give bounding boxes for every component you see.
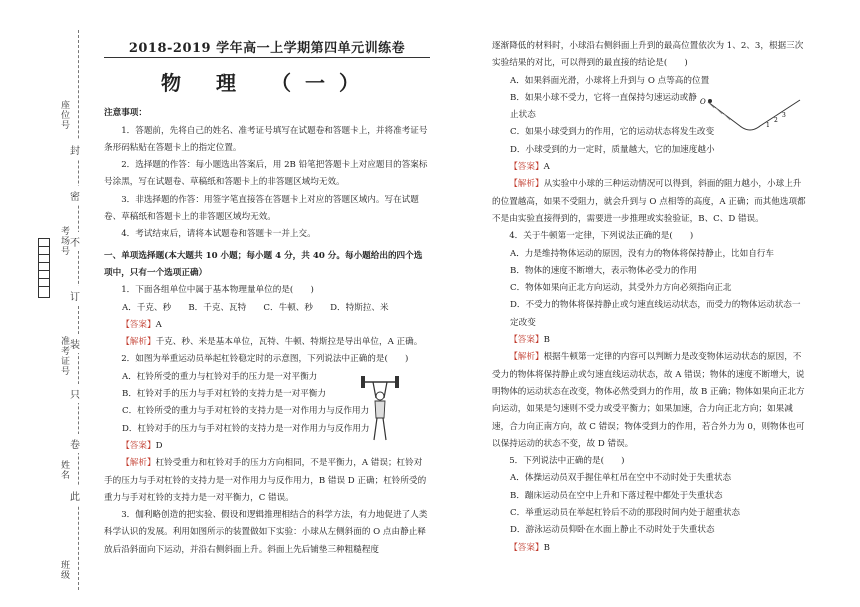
notice-item: 4．考试结束后，请将本试题卷和答题卡一并上交。: [121, 229, 316, 240]
seal-char: 只: [70, 384, 80, 403]
seal-char: 不: [70, 232, 80, 251]
notice-item: 2．选择题的作答：每小题选出答案后，用 2B 铅笔把答题卡上对应题目的答案标号涂黑，写在试题卷、草稿纸和答题卡上的非答题区域均无效。: [104, 160, 428, 188]
question-4-option: C．物体如果向正北方向运动，其受外力方向必须指向正北: [510, 283, 732, 294]
admission-number-label: 准考证号: [59, 336, 69, 376]
analysis-tag: 【解析】: [509, 179, 544, 190]
question-1-stem: 1．下面各组单位中属于基本物理量单位的是( ): [121, 285, 314, 296]
question-5-stem: 5．下列说法中正确的是( ): [509, 456, 625, 467]
slope-mark-1: 1: [766, 122, 770, 129]
question-1-answer: A: [155, 319, 162, 330]
seal-char: 卷: [70, 434, 80, 453]
question-4-analysis: 根据牛顿第一定律的内容可以判断力是改变物体运动状态的原因，不受力的物体将保持静止或匀速直线运动状态，故 A 错误；物体的速度不断增大，说明物体的运动状态在改变，物体必然受到力的作用，故 B 正确；物体如果向正北方向运动，如果是匀速则不受力或受平衡力；如果加速，合力向正北方向；如果减速，合力向正南方向，故 C 错误；物体受到力的作用，若合外力为 0，则物体也可以保持运动的状态不变，故 D 错误。: [492, 352, 805, 449]
question-5-option: D．游泳运动员仰卧在水面上静止不动时处于失重状态: [510, 525, 715, 536]
question-4-stem: 4．关于牛顿第一定律，下列说法正确的是( ): [509, 231, 694, 242]
class-label: 班级: [59, 560, 69, 580]
question-1-options: A．千克、秒 B．千克、瓦特 C．牛顿、秒 D．特斯拉、米: [122, 302, 389, 313]
analysis-tag: 【解析】: [121, 458, 156, 469]
question-3-option: D．小球受到的力一定时，质量越大，它的加速度越小: [510, 144, 715, 155]
notice-item: 3．非选择题的作答：用签字笔直接答在答题卡上对应的答题区域内。写在试题卷、草稿纸和答题卡上的非答题区域均无效。: [104, 194, 419, 223]
analysis-tag: 【解析】: [121, 337, 156, 348]
weightlifter-figure: [360, 374, 400, 444]
question-4-option: B．物体的速度不断增大，表示物体必受力的作用: [510, 265, 697, 276]
seal-line: [78, 30, 79, 590]
question-3-option: B．如果小球不受力，它将一直保持匀速运动或静止状态: [510, 92, 697, 121]
question-3-stem-continued: 逐渐降低的材料时，小球沿右侧斜面上升到的最高位置依次为 1、2、3，根据三次实验结果的对比，可以得到的最直接的结论是( ): [492, 41, 804, 69]
question-2-stem: 2．如图为举重运动员举起杠铃稳定时的示意图，下列说法中正确的是( ): [121, 354, 409, 365]
seat-number-label: 座位号: [59, 100, 69, 130]
question-1-analysis: 千克、秒、米是基本单位，瓦特、牛顿、特斯拉是导出单位，A 正确。: [155, 337, 423, 348]
exam-title: 2018-2019 学年高一上学期第四单元训练卷: [128, 41, 406, 56]
question-2-option: C．杠铃所受的重力与手对杠铃的支持力是一对作用力与反作用力: [122, 406, 370, 417]
question-5-option: C．举重运动员在举起杠铃后不动的那段时间内处于超重状态: [510, 508, 741, 519]
notice-item: 1．答题前，先将自己的姓名、准考证号填写在试题卷和答题卡上，并将准考证号条形码粘贴在答题卡上的指定位置。: [104, 125, 428, 153]
question-5-answer: B: [543, 542, 550, 553]
question-2-option: D．杠铃对手的压力与手对杠铃的支持力是一对作用力与反作用力: [122, 423, 370, 434]
question-4-option: A．力是维持物体运动的原因，没有力的物体将保持静止，比如自行车: [510, 248, 775, 259]
analysis-tag: 【解析】: [509, 352, 544, 363]
question-3-answer: A: [543, 162, 550, 173]
subject-title: 物 理 （一）: [161, 71, 373, 96]
seal-char: 此: [70, 486, 80, 505]
answer-tag: 【答案】: [509, 542, 544, 553]
question-5-option: A．体操运动员双手握住单杠吊在空中不动时处于失重状态: [510, 473, 732, 484]
question-4-answer: B: [543, 335, 550, 346]
exam-room-box: [38, 238, 50, 298]
seal-char: 密: [70, 186, 80, 205]
name-label: 姓名: [59, 460, 69, 480]
seal-char: 订: [70, 286, 80, 305]
answer-tag: 【答案】: [509, 162, 544, 173]
notice-title: 注意事项：: [104, 108, 147, 119]
question-3-analysis: 从实验中小球的三种运动情况可以得到，斜面的阻力越小，小球上升的位置越高，如果不受阻力，就会升到与 O 点相等的高度，A 正确；而其他选项都不是由实验直接得到的，需要进一步推理或实验验证，B、C、D 错误。: [492, 179, 806, 224]
slope-mark-3: 3: [782, 112, 786, 119]
left-column: [104, 40, 430, 559]
question-2-option: B．杠铃对手的压力与手对杠铃的支持力是一对平衡力: [122, 389, 326, 400]
question-3-option: A．如果斜面光滑，小球将上升到与 O 点等高的位置: [510, 75, 710, 86]
question-3-stem: 3．伽利略创造的把实验、假设和逻辑推理相结合的科学方法，有力地促进了人类科学认识的发展。利用如图所示的装置做如下实验：小球从左侧斜面的 O 点由静止释放后沿斜面向下运动，并沿右侧斜面上升。斜面上先后铺垫三种粗糙程度: [104, 510, 428, 555]
section-title: 一、单项选择题(本大题共 10 小题；每小题 4 分，共 40 分。每小题给出的四个选项中，只有一个选项正确）: [104, 250, 423, 278]
point-o-label: O: [700, 98, 706, 106]
question-2-answer: D: [155, 440, 163, 451]
question-5-option: B．蹦床运动员在空中上升和下落过程中都处于失重状态: [510, 490, 723, 501]
exam-room-label: 考场号: [59, 226, 69, 256]
header-rule: [104, 57, 430, 58]
answer-tag: 【答案】: [509, 335, 544, 346]
question-3-option: C．如果小球受到力的作用，它的运动状态将发生改变: [510, 127, 715, 138]
slope-mark-2: 2: [774, 117, 778, 124]
binding-strip: [0, 0, 100, 607]
answer-tag: 【答案】: [121, 319, 156, 330]
question-2-option: A．杠铃所受的重力与杠铃对手的压力是一对平衡力: [122, 371, 318, 382]
seal-char: 封: [70, 140, 80, 159]
inclined-plane-figure: [700, 96, 804, 136]
question-4-option: D．不受力的物体将保持静止或匀速直线运动状态，而受力的物体运动状态一定改变: [510, 300, 801, 328]
answer-tag: 【答案】: [121, 440, 156, 451]
question-2-analysis: 杠铃受重力和杠铃对手的压力方向相同，不是平衡力，A 错误；杠铃对手的压力与手对杠铃的支持力是一对作用力与反作用力，B 错误 D 正确；杠铃所受的重力与手对杠铃的支持力是一对平衡力，C 错误。: [104, 458, 427, 503]
seal-char: 装: [70, 334, 80, 353]
